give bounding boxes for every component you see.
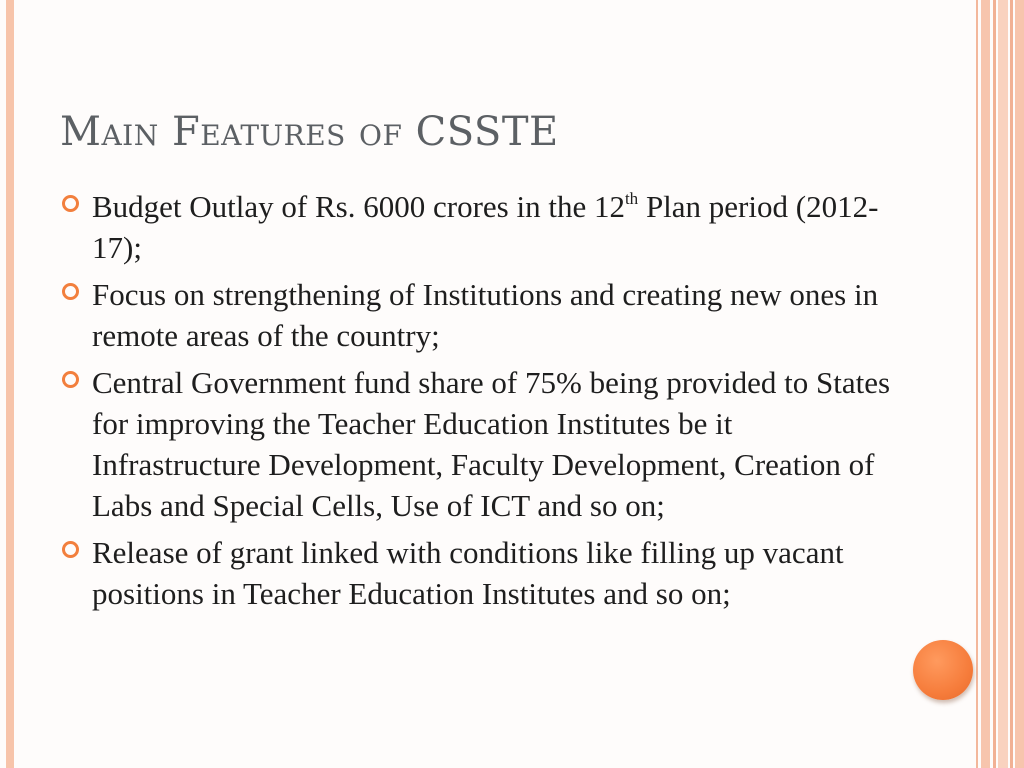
bullet-list xyxy=(58,186,898,620)
right-decorative-band xyxy=(981,0,990,768)
bullet-superscript: th xyxy=(624,189,639,208)
bullet-circle-icon xyxy=(62,195,79,212)
bullet-circle-icon xyxy=(62,283,79,300)
orange-circle-decoration xyxy=(913,640,973,700)
bullet-item xyxy=(58,532,898,614)
slide-title: Main Features of CSSTE xyxy=(60,109,559,155)
right-decorative-band xyxy=(1010,0,1013,768)
right-decorative-band xyxy=(993,0,996,768)
bullet-circle-icon xyxy=(62,541,79,558)
right-decorative-band xyxy=(976,0,978,768)
bullet-text: Release of grant linked with conditions like filling up vacant positions in Teacher Education Institutes and so on; xyxy=(92,535,844,611)
bullet-circle-icon xyxy=(62,371,79,388)
bullet-item xyxy=(58,186,898,268)
right-decorative-band xyxy=(1015,0,1024,768)
left-decorative-stripe xyxy=(6,0,14,768)
bullet-text: Budget Outlay of Rs. 6000 crores in the 12 xyxy=(92,189,625,224)
bullet-text: Plan period (2012-17); xyxy=(92,189,879,265)
bullet-text: Central Government fund share of 75% being provided to States for improving the Teacher Education Institutes be it Infrastructure Development, Faculty Development, Creation of Labs and Special Cells, Use of ICT and so on; xyxy=(92,365,891,523)
bullet-item xyxy=(58,274,898,356)
bullet-text: Focus on strengthening of Institutions and creating new ones in remote areas of the country; xyxy=(92,277,879,353)
bullet-item xyxy=(58,362,898,526)
right-decorative-band xyxy=(998,0,1008,768)
